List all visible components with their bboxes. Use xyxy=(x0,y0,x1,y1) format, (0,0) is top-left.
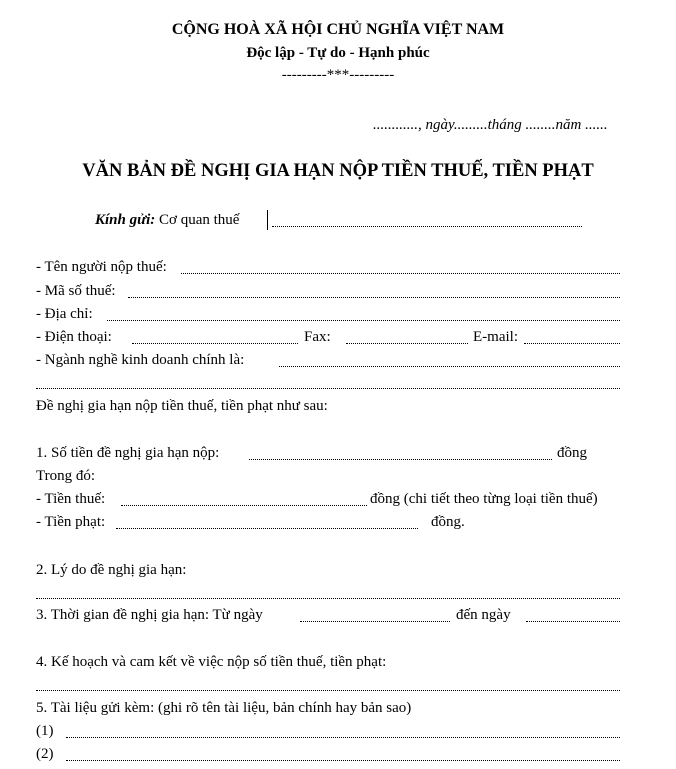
tax-code-label: - Mã số thuế: xyxy=(36,283,116,299)
business-field[interactable] xyxy=(279,366,620,367)
date-year: năm ...... xyxy=(555,117,608,133)
attachments-label: 5. Tài liệu gửi kèm: (ghi rõ tên tài liệu, bản chính hay bản sao) xyxy=(36,700,412,716)
fax-label: Fax: xyxy=(304,329,331,345)
amount-label: 1. Số tiền đề nghị gia hạn nộp: xyxy=(36,445,220,461)
penalty-unit: đồng. xyxy=(431,514,465,530)
reason-field[interactable] xyxy=(36,598,620,599)
date-line xyxy=(373,117,608,134)
amount-field[interactable] xyxy=(249,459,552,460)
address-label: - Địa chỉ: xyxy=(36,306,93,322)
business-label: - Ngành nghề kinh doanh chính là: xyxy=(36,352,245,368)
national-title: CỘNG HOÀ XÃ HỘI CHỦ NGHĨA VIỆT NAM xyxy=(171,21,505,38)
recipient-line xyxy=(95,212,239,229)
taxpayer-name-label: - Tên người nộp thuế: xyxy=(36,259,167,275)
amount-unit: đồng xyxy=(557,445,587,461)
fax-field[interactable] xyxy=(346,343,468,344)
period-to-field[interactable] xyxy=(526,621,620,622)
address-field[interactable] xyxy=(107,320,620,321)
tax-amount-suffix: đồng (chi tiết theo từng loại tiền thuế) xyxy=(370,491,598,507)
in-which-label: Trong đó: xyxy=(36,468,96,484)
email-field[interactable] xyxy=(524,343,620,344)
attachment-item-1-label: (1) xyxy=(36,723,54,739)
recipient-field[interactable] xyxy=(272,226,582,227)
date-month-dots: ........ xyxy=(525,117,556,133)
phone-label: - Điện thoại: xyxy=(36,329,112,345)
attachment-item-2-field[interactable] xyxy=(66,760,620,761)
recipient-label: Kính gửi: xyxy=(95,212,156,228)
taxpayer-name-field[interactable] xyxy=(181,273,620,274)
email-label: E-mail: xyxy=(473,329,518,345)
recipient-value: Cơ quan thuế xyxy=(159,212,240,228)
phone-field[interactable] xyxy=(132,343,298,344)
penalty-label: - Tiền phạt: xyxy=(36,514,106,530)
reason-label: 2. Lý do đề nghị gia hạn: xyxy=(36,562,187,578)
plan-label: 4. Kế hoạch và cam kết về việc nộp số tiền thuế, tiền phạt: xyxy=(36,654,387,670)
request-intro: Đề nghị gia hạn nộp tiền thuế, tiền phạt như sau: xyxy=(36,398,328,414)
tax-amount-label: - Tiền thuế: xyxy=(36,491,106,507)
attachment-item-2-label: (2) xyxy=(36,746,54,762)
motto: Độc lập - Tự do - Hạnh phúc xyxy=(246,45,430,61)
period-from-field[interactable] xyxy=(300,621,450,622)
tax-code-field[interactable] xyxy=(128,297,620,298)
plan-field[interactable] xyxy=(36,690,620,691)
date-month: tháng xyxy=(487,117,522,133)
tax-amount-field[interactable] xyxy=(121,505,367,506)
period-label: 3. Thời gian đề nghị gia hạn: Từ ngày xyxy=(36,607,263,623)
penalty-field[interactable] xyxy=(116,528,418,529)
text-cursor xyxy=(267,210,268,230)
date-day: ngày......... xyxy=(425,117,488,133)
period-to-label: đến ngày xyxy=(456,607,511,623)
document-title: VĂN BẢN ĐỀ NGHỊ GIA HẠN NỘP TIỀN THUẾ, TIỀN PHẠT xyxy=(82,161,594,181)
header-separator: ---------***--------- xyxy=(281,67,395,83)
business-field-continued[interactable] xyxy=(36,388,620,389)
date-place: ............, xyxy=(373,117,422,133)
attachment-item-1-field[interactable] xyxy=(66,737,620,738)
